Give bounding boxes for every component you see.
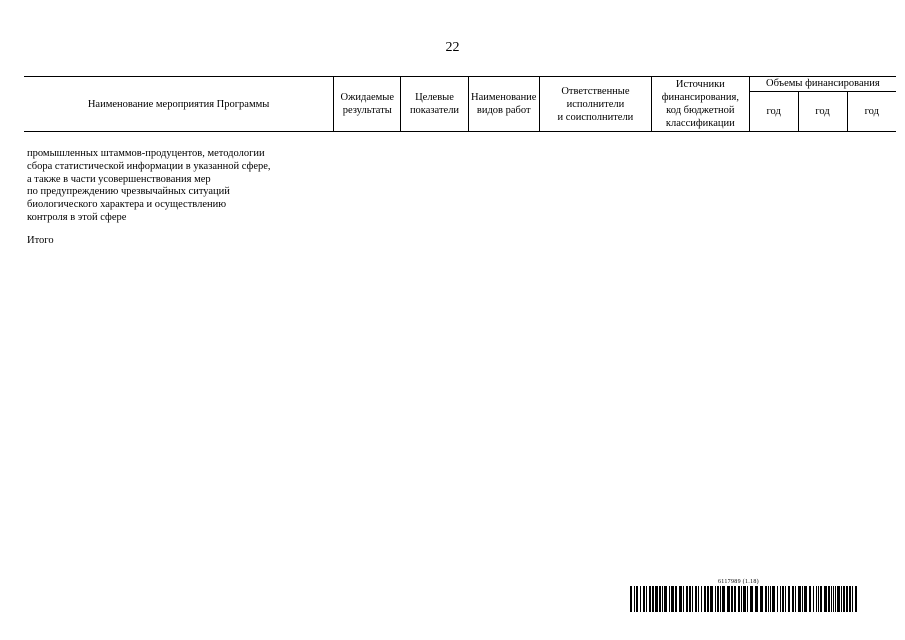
description-line: а также в части усовершенствования мер [27,173,211,185]
description-line: контроля в этой сфере [27,211,127,223]
header-responsible: Ответственные исполнители и соисполнители [539,77,651,132]
header-year-3: год [847,91,896,131]
description-line: промышленных штаммов-продуцентов, методологии [27,148,265,159]
description-line: по предупреждению чрезвычайных ситуаций [27,186,230,198]
header-targets: Целевые показатели [401,77,468,132]
barcode-image [630,586,857,612]
page-number: 22 [445,40,460,55]
barcode-label: 6117989 (1.18) [718,579,759,585]
header-works: Наименование видов работ [468,77,539,132]
header-year-2: год [798,91,847,131]
header-expected: Ожидаемые результаты [334,77,401,132]
activity-description [27,148,271,225]
header-year-1: год [749,91,798,131]
program-table [24,76,896,132]
header-name: Наименование мероприятия Программы [24,77,334,132]
header-sources: Источники финансирования, код бюджетной классификации [651,77,749,132]
description-line: сбора статистической информации в указанной сфере, [27,160,271,172]
description-line: биологического характера и осуществлению [27,199,227,211]
header-funding: Объемы финансирования [749,77,896,92]
total-label: Итого [27,235,54,246]
